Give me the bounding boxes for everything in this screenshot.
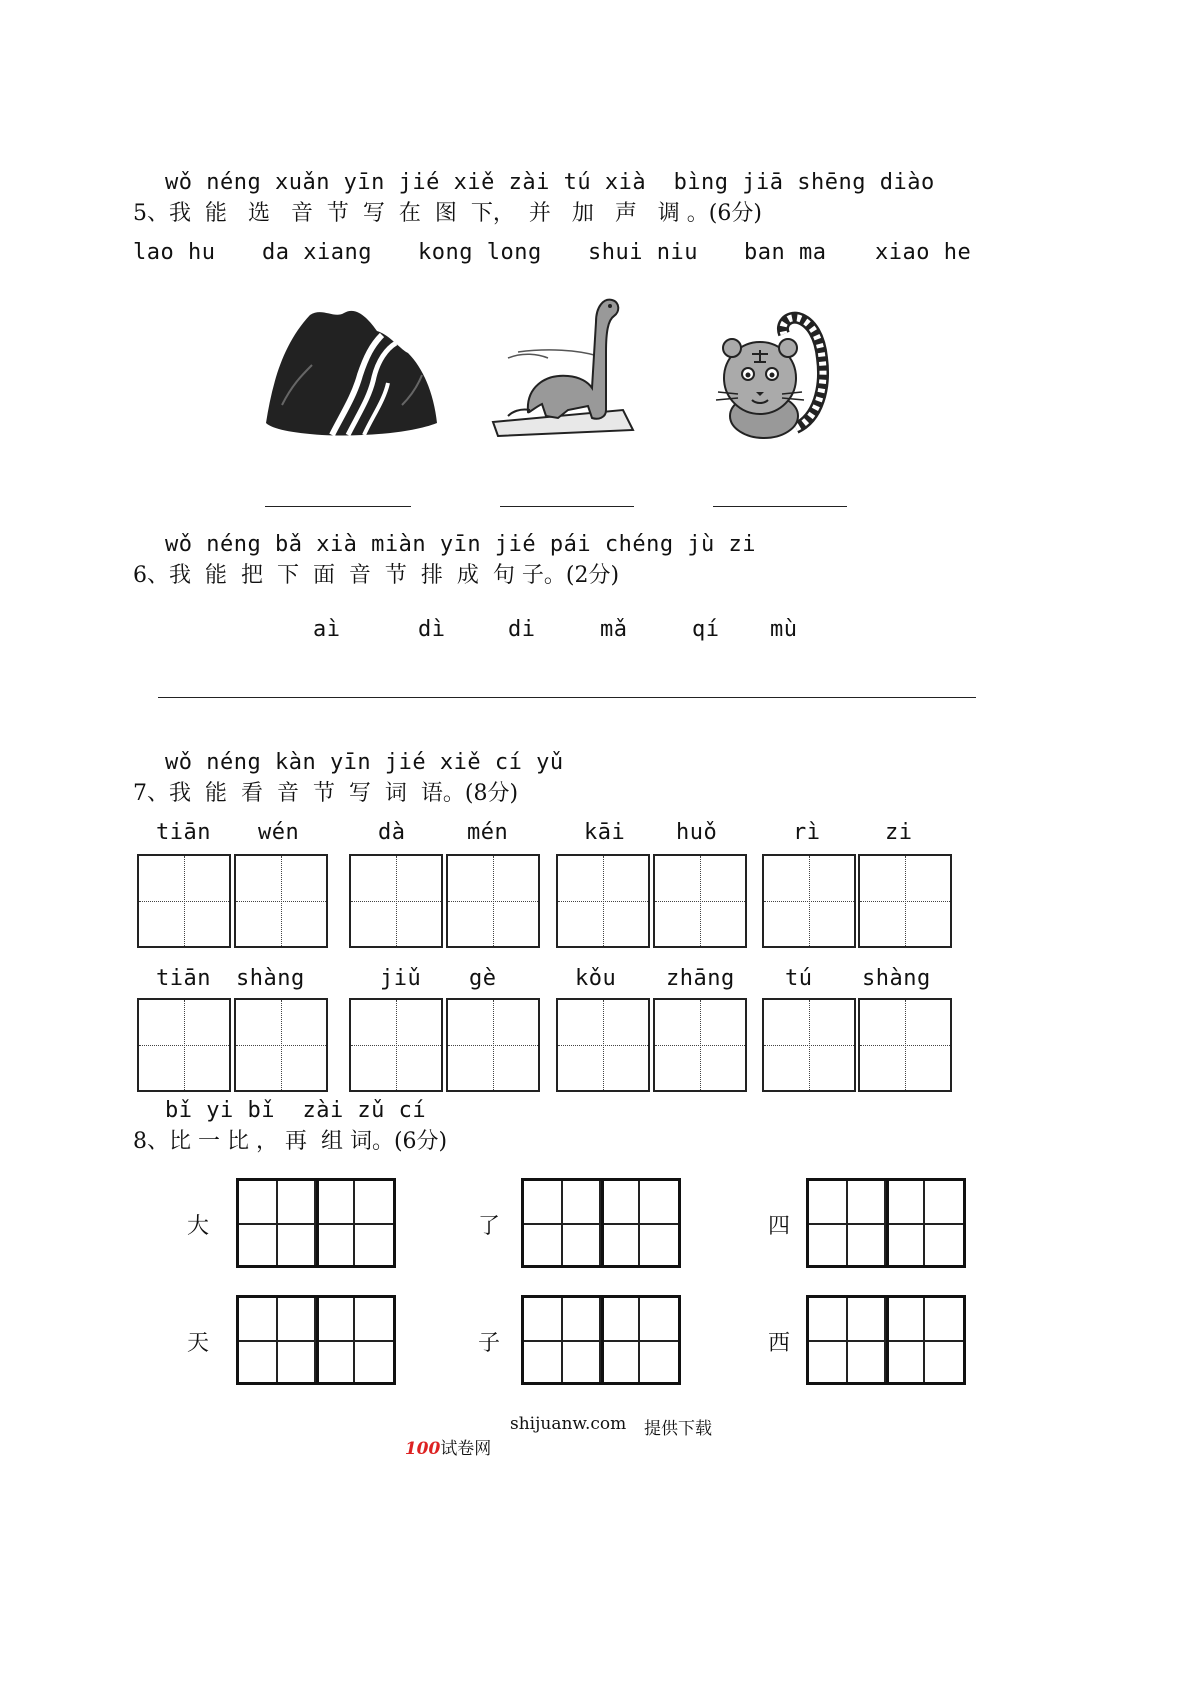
- q7-pinyin-label: huǒ: [676, 820, 718, 845]
- q7-pinyin-label: mén: [467, 820, 509, 845]
- word-grid[interactable]: [806, 1178, 966, 1268]
- compare-char: 天: [187, 1331, 210, 1356]
- q6-pinyin: wǒ néng bǎ xià miàn yīn jié pái chéng jù zi: [165, 532, 757, 557]
- answer-line: [265, 506, 411, 507]
- compare-char: 了: [478, 1214, 501, 1239]
- q7-pinyin-label: jiǔ: [380, 966, 422, 991]
- q7-pinyin-label: zi: [885, 820, 913, 845]
- q6-syllable: di: [508, 617, 536, 642]
- writing-grid-box[interactable]: [446, 854, 540, 948]
- q6-question: 6、我 能 把 下 面 音 节 排 成 句 子。(2分): [133, 563, 620, 588]
- q7-pinyin-label: gè: [469, 966, 497, 991]
- q5-word-6: xiao he: [875, 240, 972, 265]
- writing-grid-box[interactable]: [349, 998, 443, 1092]
- q7-pinyin-label: tiān: [156, 966, 211, 991]
- answer-line: [500, 506, 634, 507]
- tiger-picture: [708, 308, 838, 443]
- q5-word-5: ban ma: [744, 240, 827, 265]
- logo: 100: [404, 1439, 441, 1459]
- q6-syllable: dì: [418, 617, 446, 642]
- site-name: 试卷网: [440, 1439, 492, 1459]
- writing-grid-box[interactable]: [653, 998, 747, 1092]
- compare-char: 子: [478, 1331, 501, 1356]
- q6-syllable: mǎ: [600, 617, 628, 642]
- q5-word-4: shui niu: [588, 240, 698, 265]
- writing-grid-box[interactable]: [349, 854, 443, 948]
- writing-grid-box[interactable]: [137, 998, 231, 1092]
- q7-pinyin-label: dà: [378, 820, 406, 845]
- footer: [394, 1414, 491, 1459]
- q7-question: 7、我 能 看 音 节 写 词 语。(8分): [133, 781, 519, 806]
- q7-pinyin-label: tú: [785, 966, 813, 991]
- q7-pinyin-label: kǒu: [575, 966, 617, 991]
- q5-word-2: da xiang: [262, 240, 372, 265]
- compare-char: 四: [768, 1214, 791, 1239]
- q7-pinyin-label: shàng: [236, 966, 305, 991]
- writing-grid-box[interactable]: [858, 854, 952, 948]
- word-grid[interactable]: [521, 1178, 681, 1268]
- q5-question: 5、我 能 选 音 节 写 在 图 下， 并 加 声 调 。(6分): [133, 201, 762, 226]
- word-grid[interactable]: [806, 1295, 966, 1385]
- dinosaur-picture: [488, 292, 638, 437]
- writing-grid-box[interactable]: [653, 854, 747, 948]
- q7-pinyin-label: tiān: [156, 820, 211, 845]
- q8-question: 8、比 一 比 ， 再 组 词。(6分): [133, 1129, 448, 1154]
- writing-grid-box[interactable]: [446, 998, 540, 1092]
- sentence-answer-line: [158, 697, 976, 698]
- site-url[interactable]: shijuanw.com: [510, 1414, 627, 1434]
- q7-pinyin: wǒ néng kàn yīn jié xiě cí yǔ: [165, 750, 564, 775]
- river-mountain-picture: [262, 305, 440, 440]
- word-grid[interactable]: [236, 1178, 396, 1268]
- writing-grid-box[interactable]: [137, 854, 231, 948]
- q6-syllable: qí: [692, 617, 720, 642]
- q5-word-1: lao hu: [133, 240, 216, 265]
- download-text: 提供下载: [644, 1419, 712, 1439]
- compare-char: 西: [768, 1331, 791, 1356]
- q6-syllable: mù: [770, 617, 798, 642]
- q5-word-3: kong long: [418, 240, 542, 265]
- q7-pinyin-label: wén: [258, 820, 300, 845]
- answer-line: [713, 506, 847, 507]
- q5-pinyin: wǒ néng xuǎn yīn jié xiě zài tú xià bìng jiā shēng diào: [165, 170, 935, 195]
- writing-grid-box[interactable]: [858, 998, 952, 1092]
- writing-grid-box[interactable]: [556, 854, 650, 948]
- q7-pinyin-label: zhāng: [666, 966, 735, 991]
- writing-grid-box[interactable]: [762, 998, 856, 1092]
- q7-pinyin-label: kāi: [584, 820, 626, 845]
- q7-pinyin-label: rì: [793, 820, 821, 845]
- writing-grid-box[interactable]: [234, 854, 328, 948]
- writing-grid-box[interactable]: [556, 998, 650, 1092]
- q6-syllable: aì: [313, 617, 341, 642]
- word-grid[interactable]: [236, 1295, 396, 1385]
- q7-pinyin-label: shàng: [862, 966, 931, 991]
- word-grid[interactable]: [521, 1295, 681, 1385]
- writing-grid-box[interactable]: [762, 854, 856, 948]
- q8-pinyin: bǐ yi bǐ zài zǔ cí: [165, 1098, 427, 1123]
- compare-char: 大: [187, 1214, 210, 1239]
- writing-grid-box[interactable]: [234, 998, 328, 1092]
